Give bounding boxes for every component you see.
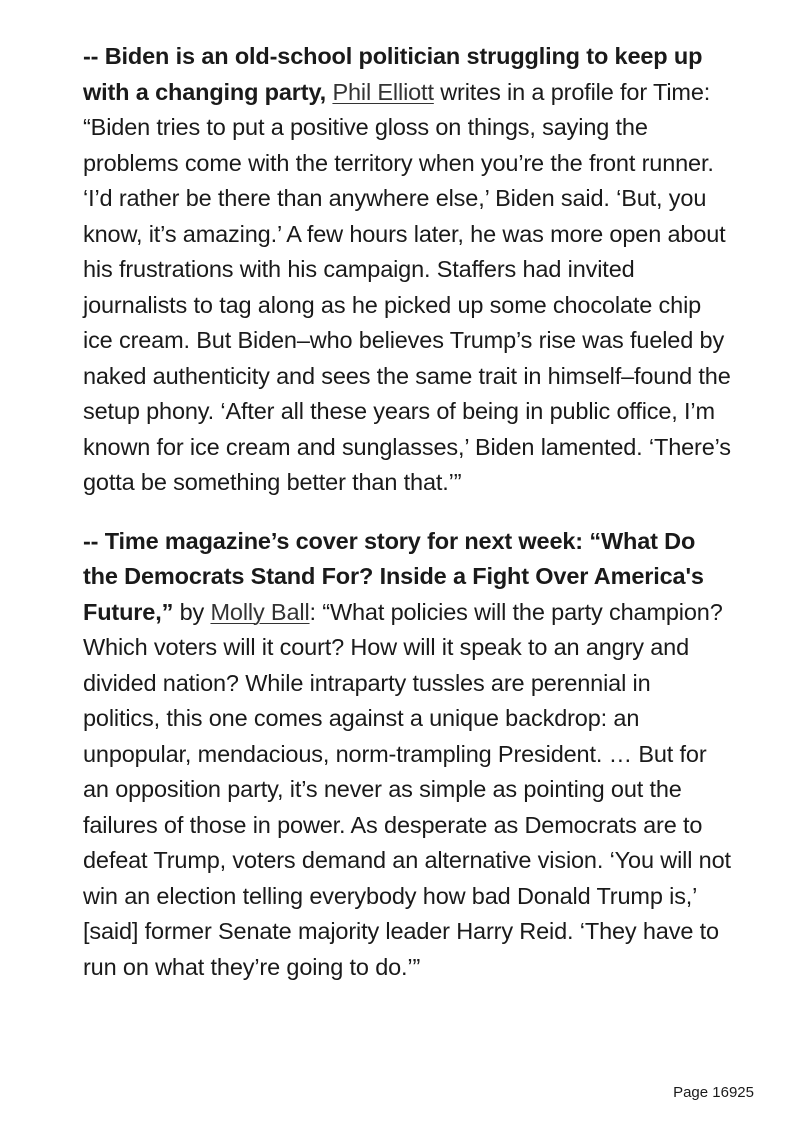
paragraph-text: writes in a profile for Time: “Biden tries to put a positive gloss on things, saying the problems come with the territory when you’re the front runner. ‘I’d rather be there than anywhere else,’ Biden said. ‘But, you know, it’s amazing.’ A few hours later, he was more open about his frustrations with his campaign. Staffers had invited journalists to tag along as he picked up some chocolate chip ice cream. But Biden–who believes Trump’s rise was fueled by naked authenticity and sees the same trait in himself–found the setup phony. ‘After all these years of being in public office, I’m known for ice cream and sunglasses,’ Biden lamented. ‘There’s gotta be something better than that.’” bbox=[83, 78, 731, 495]
page-number: Page 16925 bbox=[673, 1084, 754, 1101]
paragraph-lead: -- Biden is an old-school politician struggling to keep up with a changing party, bbox=[83, 43, 703, 105]
byline-text: by bbox=[173, 598, 211, 625]
author-link-phil-elliott[interactable]: Phil Elliott bbox=[332, 78, 434, 105]
paragraph-biden-profile bbox=[83, 39, 733, 501]
paragraph-time-cover-story bbox=[83, 524, 733, 986]
document-body bbox=[83, 39, 733, 985]
paragraph-text: : “What policies will the party champion? Which voters will it court? How will it speak to an angry and divided nation? While intraparty tussles are perennial in politics, this one comes against a unique backdrop: an unpopular, mendacious, norm-trampling President. … But for an opposition party, it’s never as simple as pointing out the failures of those in power. As desperate as Democrats are to defeat Trump, voters demand an alternative vision. ‘You will not win an election telling everybody how bad Donald Trump is,’ [said] former Senate majority leader Harry Reid. ‘They have to run on what they’re going to do.’” bbox=[83, 598, 731, 980]
paragraph-lead: -- Time magazine’s cover story for next week: “What Do the Democrats Stand For? Inside a Fight Over America's Future,” bbox=[83, 527, 704, 625]
author-link-molly-ball[interactable]: Molly Ball bbox=[210, 598, 310, 625]
